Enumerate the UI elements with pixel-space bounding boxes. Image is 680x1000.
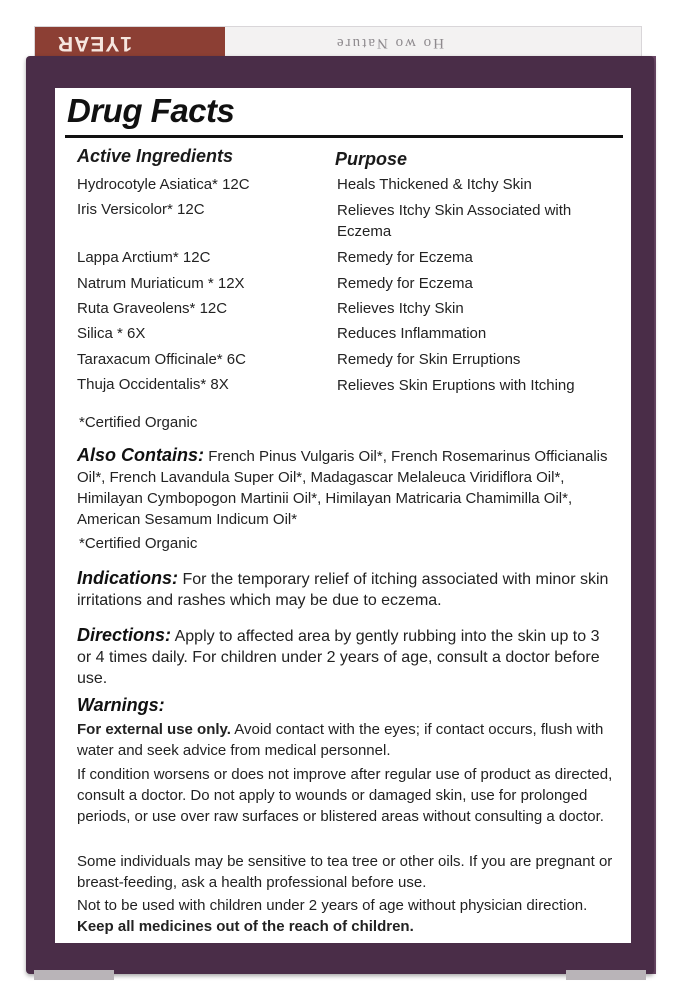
warning-paragraph-2: If condition worsens or does not improve after regular use of product as directed, consult a doctor. Do not apply to wounds or damaged skin, use for prolonged periods, or use over raw surfaces or blistered areas without consulting a doctor. — [77, 766, 613, 825]
guarantee-badge-text: 1YEAR — [57, 32, 133, 55]
also-contains-label: Also Contains: — [77, 445, 205, 465]
purpose-header: Purpose — [335, 149, 408, 169]
ingredient-2: Iris Versicolor* 12C — [77, 201, 205, 218]
drug-facts-title: Drug Facts — [67, 92, 235, 129]
purpose-8: Relieves Skin Eruptions with Itching — [337, 377, 575, 394]
warning-1-bold: For external use only. — [77, 721, 231, 738]
warning-paragraph-3: Some individuals may be sensitive to tea tree or other oils. If you are pregnant or breast-feeding, ask a health professional before use. — [77, 853, 613, 891]
ingredient-1: Hydrocotyle Asiatica* 12C — [77, 176, 250, 193]
directions-label: Directions: — [77, 625, 172, 645]
purpose-5: Relieves Itchy Skin — [337, 300, 464, 317]
purpose-3: Remedy for Eczema — [337, 249, 473, 266]
purpose-4: Remedy for Eczema — [337, 275, 473, 292]
indications-label: Indications: — [77, 568, 179, 588]
warnings-label: Warnings: — [77, 695, 165, 715]
indications-text: For the temporary relief of itching associated with minor skin irritations and rashes which may be due to eczema. — [77, 571, 609, 609]
warning-4-text: Not to be used with children under 2 years of age without physician direction. — [77, 897, 588, 914]
warning-1-text: Avoid contact with the eyes; if contact occurs, flush with water and seek advice from medical personnel. — [77, 721, 604, 759]
active-ingredients-header: Active Ingredients — [77, 146, 234, 166]
warning-paragraph-1 — [77, 719, 617, 761]
also-contains-note: *Certified Organic — [79, 535, 198, 552]
ingredient-7: Taraxacum Officinale* 6C — [77, 351, 246, 368]
ingredient-5: Ruta Graveolens* 12C — [77, 300, 228, 317]
ingredient-3: Lappa Arctium* 12C — [77, 249, 211, 266]
ingredient-8: Thuja Occidentalis* 8X — [77, 376, 229, 393]
warning-4-bold: Keep all medicines out of the reach of children. — [77, 918, 414, 935]
directions-text: Apply to affected area by gently rubbing into the skin up to 3 or 4 times daily. For children under 2 years of age, consult a doctor before use. — [77, 628, 600, 687]
brand-logo-text: Ho wo Nature — [335, 35, 444, 51]
box-foot-right — [566, 970, 646, 980]
purpose-7: Remedy for Skin Erruptions — [337, 351, 521, 368]
ingredient-6: Silica * 6X — [77, 325, 146, 342]
warnings-label-wrap — [77, 695, 617, 717]
purpose-2: Relieves Itchy Skin Associated with Eczema — [337, 202, 572, 240]
drug-facts-panel — [55, 88, 631, 943]
box-foot-left — [34, 970, 114, 980]
certified-organic-note: *Certified Organic — [79, 414, 198, 431]
also-contains-text: French Pinus Vulgaris Oil*, French Rosemarinus Officianalis Oil*, French Lavandula Super Oil*, Madagascar Melaleuca Viridiflora Oil*, Himilayan Cymbopogon Martinii Oil*, Himilayan Matricaria Chamimilla Oil*, American Sesamum Indicum Oil* — [77, 448, 608, 528]
indications-section — [77, 568, 617, 611]
purpose-1: Heals Thickened & Itchy Skin — [337, 176, 532, 193]
warning-paragraph-4 — [77, 895, 617, 937]
ingredient-4: Natrum Muriaticum * 12X — [77, 275, 245, 292]
purpose-6: Reduces Inflammation — [337, 325, 487, 342]
also-contains-section — [77, 445, 617, 530]
title-divider — [65, 135, 623, 138]
directions-section — [77, 625, 617, 689]
